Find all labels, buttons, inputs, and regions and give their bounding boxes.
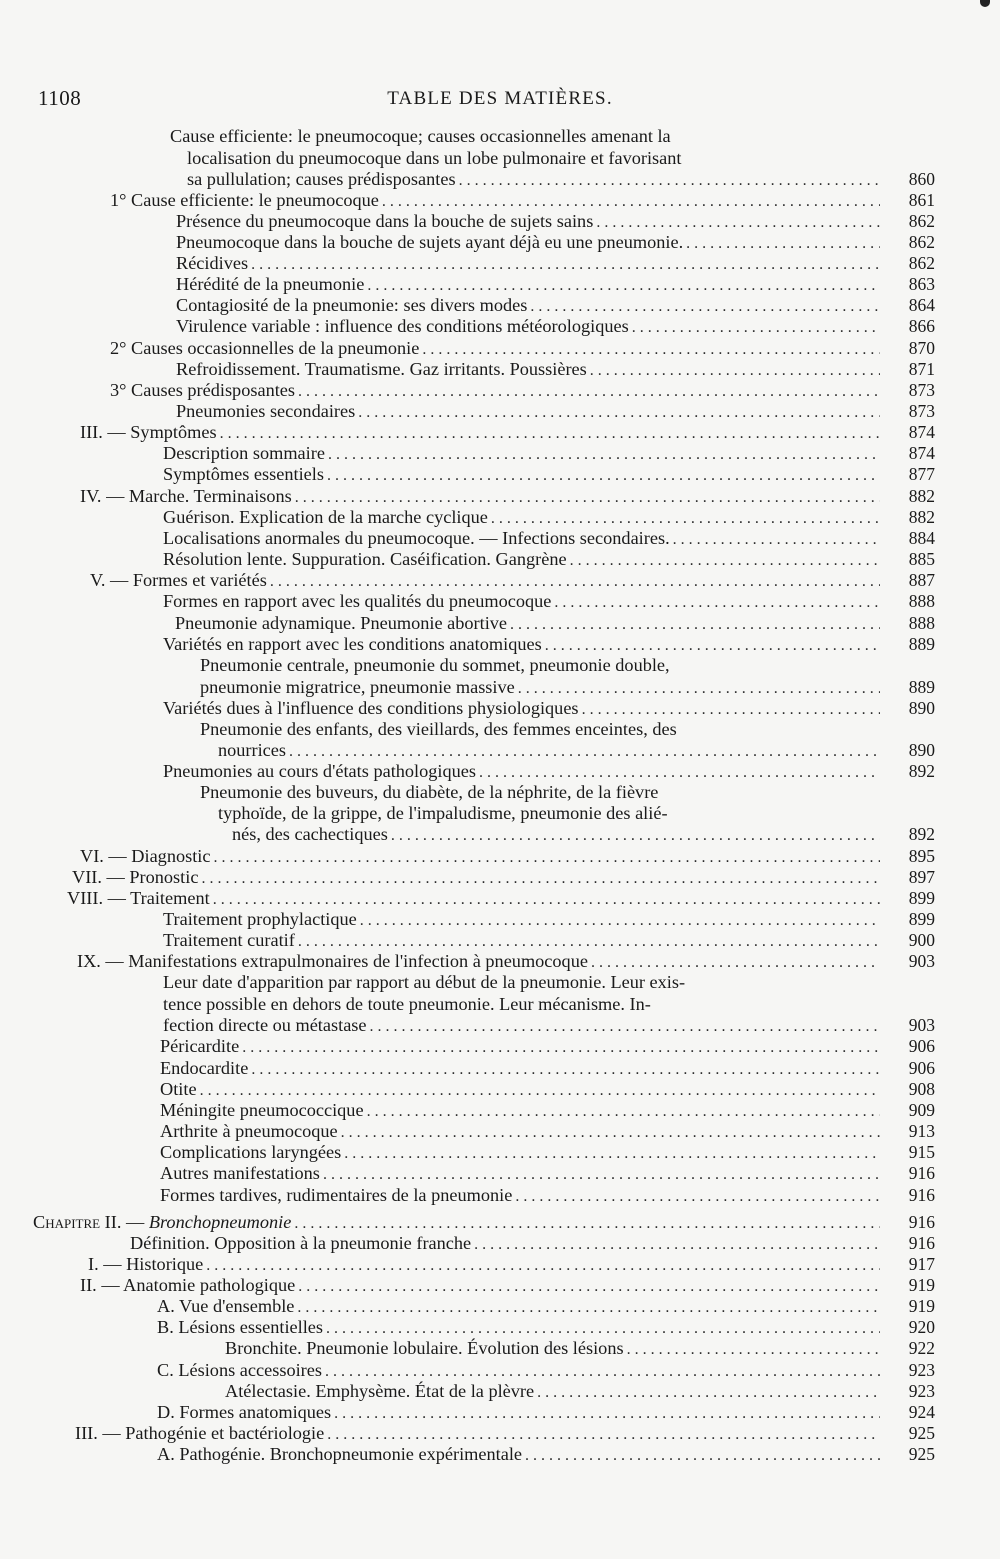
toc-entry-page: 900: [908, 930, 935, 950]
dot-leader: [289, 741, 880, 763]
toc-entry: [130, 1233, 935, 1256]
toc-entry-text: typhoïde, de la grippe, de l'impaludisme, pneumonie des alié-: [218, 803, 668, 823]
toc-entry: [187, 169, 935, 192]
toc-entry-text: Méningite pneumococcique: [160, 1100, 364, 1120]
toc-entry: [176, 232, 935, 255]
toc-entry: [157, 1444, 935, 1467]
dot-leader: [220, 423, 880, 445]
toc-entry-text: I. — Historique: [88, 1254, 204, 1274]
toc-entry-text: Formes tardives, rudimentaires de la pneumonie: [160, 1185, 513, 1205]
toc-entry-page: 882: [908, 507, 935, 527]
toc-entry-page: 924: [908, 1402, 935, 1422]
toc-entry: [175, 613, 935, 636]
dot-leader: [327, 465, 880, 487]
toc-entry-text: Otite: [160, 1079, 197, 1099]
dot-leader: [294, 1213, 880, 1235]
toc-entry: [200, 655, 828, 677]
toc-entry-page: 908: [908, 1079, 935, 1099]
toc-entry: [75, 1423, 935, 1446]
toc-entry-text: Chapitre II. — Bronchopneumonie: [33, 1212, 292, 1232]
toc-entry: [163, 507, 935, 530]
dot-leader: [545, 635, 880, 657]
toc-entry: [163, 994, 828, 1016]
toc-entry: [157, 1360, 935, 1383]
dot-leader: [673, 529, 880, 551]
toc-entry-page: 862: [908, 253, 935, 273]
toc-entry-text: Pneumonie adynamique. Pneumonie abortive: [175, 613, 508, 633]
toc-entry-page: 909: [908, 1100, 935, 1120]
toc-entry-text: IV. — Marche. Terminaisons: [80, 486, 292, 506]
toc-entry-page: 923: [908, 1360, 935, 1380]
toc-entry-text: 1° Cause efficiente: le pneumocoque: [110, 190, 379, 210]
toc-entry-text: V. — Formes et variétés: [90, 570, 267, 590]
toc-entry: [160, 1163, 935, 1186]
toc-entry: [163, 443, 935, 466]
dot-leader: [358, 402, 880, 424]
toc-entry-page: 885: [908, 549, 935, 569]
dot-leader: [200, 1080, 880, 1102]
toc-entry-text: Localisations anormales du pneumocoque. — Infections secondaires.: [163, 528, 670, 548]
toc-entry-page: 906: [908, 1036, 935, 1056]
dot-leader: [323, 1164, 880, 1186]
dot-leader: [242, 1037, 880, 1059]
dot-leader: [491, 508, 880, 530]
toc-entry-text: pneumonie migratrice, pneumonie massive: [200, 677, 515, 697]
dot-leader: [367, 275, 880, 297]
toc-entry-text: Arthrite à pneumocoque: [160, 1121, 338, 1141]
toc-entry-text: Endocardite: [160, 1058, 249, 1078]
toc-entry-text: Contagiosité de la pneumonie: ses divers modes: [176, 295, 528, 315]
toc-entry-text: Formes en rapport avec les qualités du pneumocoque: [163, 591, 552, 611]
toc-entry-text: 3° Causes prédisposantes: [110, 380, 296, 400]
dot-leader: [627, 1339, 880, 1361]
toc-entry-page: 862: [908, 211, 935, 231]
dot-leader: [298, 1276, 880, 1298]
dot-leader: [686, 233, 880, 255]
toc-entry-page: 925: [908, 1423, 935, 1443]
toc-entry-page: 874: [908, 422, 935, 442]
dot-leader: [326, 1318, 880, 1340]
toc-entry-page: 864: [908, 295, 935, 315]
toc-entry-text: Virulence variable : influence des conditions météorologiques: [176, 316, 629, 336]
toc-entry: [80, 422, 935, 445]
toc-entry-page: 889: [908, 634, 935, 654]
toc-entry-text: Traitement prophylactique: [163, 909, 357, 929]
toc-entry-page: 882: [908, 486, 935, 506]
toc-entry-text: fection directe ou métastase: [163, 1015, 367, 1035]
toc-entry-page: 923: [908, 1381, 935, 1401]
toc-entry-page: 892: [908, 824, 935, 844]
toc-entry-page: 887: [908, 570, 935, 590]
dot-leader: [479, 762, 880, 784]
toc-entry-text: Péricardite: [160, 1036, 240, 1056]
dot-leader: [515, 1186, 880, 1208]
dot-leader: [510, 614, 880, 636]
toc-entry-text: localisation du pneumocoque dans un lobe pulmonaire et favorisant: [187, 148, 682, 168]
toc-entry-page: 925: [908, 1444, 935, 1464]
dot-leader: [382, 191, 880, 213]
toc-entry: [160, 1142, 935, 1165]
toc-entry-page: 860: [908, 169, 935, 189]
toc-entry-page: 919: [908, 1275, 935, 1295]
toc-entry-text: tence possible en dehors de toute pneumonie. Leur mécanisme. In-: [163, 994, 651, 1014]
toc-entry-page: 890: [908, 698, 935, 718]
toc-entry: [176, 295, 935, 318]
toc-entry: [200, 719, 828, 741]
dot-leader: [582, 699, 880, 721]
dot-leader: [632, 317, 880, 339]
toc-entry: [160, 1100, 935, 1123]
toc-entry: [160, 1058, 935, 1081]
toc-entry-page: 916: [908, 1163, 935, 1183]
toc-entry-title: Bronchopneumonie: [148, 1212, 292, 1232]
toc-entry-text: A. Pathogénie. Bronchopneumonie expérimentale: [157, 1444, 523, 1464]
toc-entry: [160, 1036, 935, 1059]
toc-entry-text: Pneumonie des enfants, des vieillards, des femmes enceintes, des: [200, 719, 677, 739]
toc-entry-text: Cause efficiente: le pneumocoque; causes occasionnelles amenant la: [170, 126, 671, 146]
toc-entry-text: Hérédité de la pneumonie: [176, 274, 365, 294]
toc-entry-page: 861: [908, 190, 935, 210]
toc-entry: [90, 570, 935, 593]
page-number: 1108: [38, 86, 82, 110]
toc-entry: [163, 528, 935, 551]
toc-entry-text: IX. — Manifestations extrapulmonaires de l'infection à pneumocoque: [77, 951, 588, 971]
dot-leader: [327, 1424, 880, 1446]
toc-entry-text: 2° Causes occasionnelles de la pneumonie: [110, 338, 420, 358]
toc-entry: [163, 909, 935, 932]
toc-entry: [163, 549, 935, 572]
dot-leader: [518, 678, 880, 700]
toc-entry: [80, 1275, 935, 1298]
toc-entry-text: A. Vue d'ensemble: [157, 1296, 295, 1316]
toc-entry-page: 863: [908, 274, 935, 294]
toc-entry-text: D. Formes anatomiques: [157, 1402, 332, 1422]
toc-entry: [170, 126, 828, 148]
toc-entry-text: VII. — Pronostic: [72, 867, 199, 887]
dot-leader: [530, 296, 880, 318]
toc-entry-text: Pneumonies secondaires: [176, 401, 356, 421]
scan-mark: [980, 0, 990, 7]
dot-leader: [459, 170, 880, 192]
toc-entry: [187, 148, 828, 170]
toc-entry-page: 916: [908, 1233, 935, 1253]
toc-entry-text: sa pullulation; causes prédisposantes: [187, 169, 456, 189]
toc-entry-page: 899: [908, 888, 935, 908]
toc-entry-page: 899: [908, 909, 935, 929]
toc-entry-text: Définition. Opposition à la pneumonie franche: [130, 1233, 472, 1253]
toc-entry-page: 888: [908, 613, 935, 633]
toc-entry: [200, 677, 935, 700]
toc-entry: [88, 1254, 935, 1277]
toc-entry: [110, 190, 935, 213]
toc-entry: [110, 338, 935, 361]
toc-entry: [218, 803, 828, 825]
toc-entry: [157, 1296, 935, 1319]
dot-leader: [251, 254, 880, 276]
toc-entry-text: Refroidissement. Traumatisme. Gaz irritants. Poussières: [176, 359, 587, 379]
toc-entry-page: 871: [908, 359, 935, 379]
toc-entry-text: Pneumocoque dans la bouche de sujets ayant déjà eu une pneumonie.: [176, 232, 684, 252]
toc-entry-text: III. — Pathogénie et bactériologie: [75, 1423, 325, 1443]
dot-leader: [360, 910, 880, 932]
toc-entry: [163, 761, 935, 784]
toc-entry: [232, 824, 935, 847]
dot-leader: [298, 931, 880, 953]
toc-entry: [160, 1079, 935, 1102]
dot-leader: [206, 1255, 880, 1277]
dot-leader: [570, 550, 880, 572]
toc-entry: [163, 698, 935, 721]
toc-entry-page: 906: [908, 1058, 935, 1078]
toc-entry-page: 919: [908, 1296, 935, 1316]
toc-entry-page: 874: [908, 443, 935, 463]
dot-leader: [328, 444, 880, 466]
toc-entry: [176, 359, 935, 382]
dot-leader: [270, 571, 880, 593]
toc-entry-text: nés, des cachectiques: [232, 824, 388, 844]
dot-leader: [295, 487, 880, 509]
toc-entry: [160, 1121, 935, 1144]
toc-entry-page: 877: [908, 464, 935, 484]
dot-leader: [596, 212, 880, 234]
dot-leader: [344, 1143, 880, 1165]
dot-leader: [422, 339, 880, 361]
toc-entry: [176, 316, 935, 339]
toc-entry-text: Symptômes essentiels: [163, 464, 324, 484]
toc-entry-page: 873: [908, 380, 935, 400]
toc-entry: [80, 846, 935, 869]
toc-entry-page: 884: [908, 528, 935, 548]
toc-entry-page: 895: [908, 846, 935, 866]
dot-leader: [334, 1403, 880, 1425]
toc-entry-text: II. — Anatomie pathologique: [80, 1275, 296, 1295]
toc-entry: [200, 782, 828, 804]
toc-entry-text: Description sommaire: [163, 443, 325, 463]
toc-entry: [33, 1212, 935, 1235]
toc-entry: [163, 930, 935, 953]
toc-entry-text: Traitement curatif: [163, 930, 295, 950]
dot-leader: [525, 1445, 880, 1467]
dot-leader: [474, 1234, 880, 1256]
toc-entry: [157, 1402, 935, 1425]
toc-entry-text: Variétés dues à l'influence des conditions physiologiques: [163, 698, 579, 718]
toc-entry-page: 889: [908, 677, 935, 697]
toc-entry: [160, 1185, 935, 1208]
toc-entry-text: Pneumonie centrale, pneumonie du sommet, pneumonie double,: [200, 655, 670, 675]
dot-leader: [298, 381, 880, 403]
toc-entry-page: 862: [908, 232, 935, 252]
toc-entry-page: 917: [908, 1254, 935, 1274]
toc-entry: [225, 1381, 935, 1404]
toc-entry: [67, 888, 935, 911]
toc-entry: [176, 211, 935, 234]
dot-leader: [325, 1361, 880, 1383]
toc-entry: [77, 951, 935, 974]
toc-entry-text: VI. — Diagnostic: [80, 846, 211, 866]
dot-leader: [367, 1101, 880, 1123]
toc-entry: [163, 591, 935, 614]
toc-entry-text: C. Lésions accessoires: [157, 1360, 322, 1380]
toc-entry-text: Atélectasie. Emphysème. État de la plèvre: [225, 1381, 535, 1401]
toc-entry: [163, 634, 935, 657]
toc-entry-page: 915: [908, 1142, 935, 1162]
dot-leader: [297, 1297, 880, 1319]
toc-entry-page: 897: [908, 867, 935, 887]
toc-entry-page: 903: [908, 951, 935, 971]
toc-entry-page: 903: [908, 1015, 935, 1035]
toc-entry-text: Autres manifestations: [160, 1163, 320, 1183]
toc-entry-page: 913: [908, 1121, 935, 1141]
running-head: TABLE DES MATIÈRES.: [387, 88, 613, 109]
toc-entry: [176, 401, 935, 424]
toc-entry: [157, 1317, 935, 1340]
toc-entry: [163, 1015, 935, 1038]
dot-leader: [251, 1059, 880, 1081]
toc-entry-page: 922: [908, 1338, 935, 1358]
toc-entry: [72, 867, 935, 890]
toc-entry-page: 916: [908, 1212, 935, 1232]
toc-entry: [176, 253, 935, 276]
toc-entry: [110, 380, 935, 403]
toc-entry-page: 890: [908, 740, 935, 760]
toc-entry-text: nourrices: [218, 740, 287, 760]
toc-entry-text: Pneumonie des buveurs, du diabète, de la néphrite, de la fièvre: [200, 782, 659, 802]
dot-leader: [214, 847, 881, 869]
dot-leader: [391, 825, 880, 847]
toc-entry-page: 888: [908, 591, 935, 611]
toc-entry-text: Guérison. Explication de la marche cyclique: [163, 507, 488, 527]
toc-entry-text: Complications laryngées: [160, 1142, 342, 1162]
toc-entry-page: 866: [908, 316, 935, 336]
toc-entry-page: 873: [908, 401, 935, 421]
dot-leader: [370, 1016, 880, 1038]
toc-entry-text: Présence du pneumocoque dans la bouche de sujets sains: [176, 211, 594, 231]
toc-entry-text: Variétés en rapport avec les conditions anatomiques: [163, 634, 542, 654]
dot-leader: [537, 1382, 880, 1404]
toc-entry: [163, 972, 828, 994]
toc-entry-page: 916: [908, 1185, 935, 1205]
toc-entry-page: 920: [908, 1317, 935, 1337]
dot-leader: [213, 889, 880, 911]
toc-entry: [218, 740, 935, 763]
dot-leader: [590, 360, 880, 382]
dot-leader: [341, 1122, 880, 1144]
toc-entry-page: 892: [908, 761, 935, 781]
toc-entry-text: Résolution lente. Suppuration. Caséification. Gangrène: [163, 549, 567, 569]
dot-leader: [201, 868, 880, 890]
toc-entry: [163, 464, 935, 487]
toc-entry-page: 870: [908, 338, 935, 358]
toc-entry: [80, 486, 935, 509]
dot-leader: [554, 592, 880, 614]
toc-entry: [225, 1338, 935, 1361]
toc-entry-text: III. — Symptômes: [80, 422, 217, 442]
toc-entry-text: B. Lésions essentielles: [157, 1317, 324, 1337]
toc-entry-text: Récidives: [176, 253, 249, 273]
toc-entry-text: VIII. — Traitement: [67, 888, 210, 908]
toc-entry-text: Bronchite. Pneumonie lobulaire. Évolution des lésions: [225, 1338, 624, 1358]
toc-entry-text: Pneumonies au cours d'états pathologiques: [163, 761, 477, 781]
toc-entry-text: Leur date d'apparition par rapport au début de la pneumonie. Leur exis-: [163, 972, 686, 992]
toc-entry: [176, 274, 935, 297]
dot-leader: [591, 952, 880, 974]
